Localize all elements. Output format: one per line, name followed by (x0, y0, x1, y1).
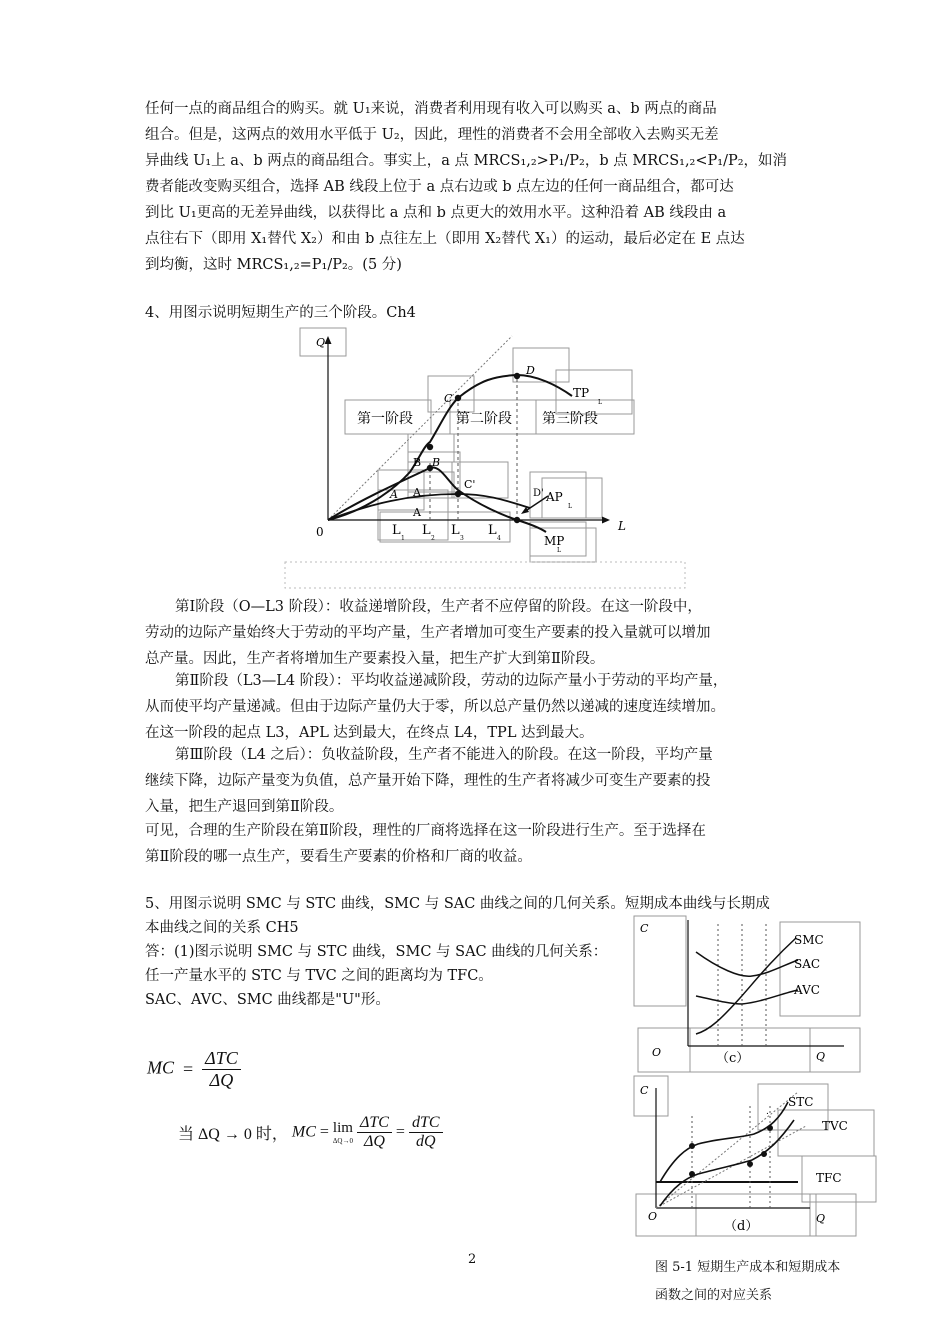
paragraph-consumer-equilibrium (145, 96, 805, 278)
paragraph-conclusion (145, 818, 805, 870)
stc-label: STC (788, 1095, 814, 1109)
mp-label-sub: L (557, 547, 561, 554)
y-axis-arrow (325, 336, 332, 344)
tvc-label: TVC (822, 1119, 848, 1133)
ap-label-sub: L (568, 503, 572, 510)
paragraph-stage-1 (145, 594, 805, 672)
label-box (690, 1028, 810, 1072)
figure-caption (655, 1254, 885, 1310)
tick-l4: L (488, 523, 497, 538)
tp-label-sub: L (598, 399, 602, 406)
label-box (513, 348, 569, 382)
text-line: 任一产量水平的 STC 与 TVC 之间的距离均为 TFC。 (145, 968, 493, 984)
text-line: 任何一点的商品组合的购买。就 U₁来说，消费者利用现有收入可以购买 a、b 两点的商品 (145, 101, 717, 117)
paragraph-stage-3 (145, 742, 805, 820)
point (689, 1143, 695, 1149)
text-line: 本曲线之间的关系 CH5 (145, 920, 299, 936)
point-d-mp (514, 517, 520, 523)
text-line: 入量，把生产退回到第Ⅱ阶段。 (145, 799, 344, 815)
text-line: 到比 U₁更高的无差异曲线，以获得比 a 点和 b 点更大的效用水平。这种沿着 AB 线段由 a (145, 205, 727, 221)
origin-label: O (652, 1046, 662, 1059)
formula-prefix: 当 ΔQ → 0 时， (178, 1126, 288, 1143)
tfc-label: TFC (816, 1171, 842, 1185)
text-line: 总产量。因此，生产者将增加生产要素投入量，把生产扩大到第Ⅱ阶段。 (145, 651, 605, 667)
cost-curves-figure-c (630, 912, 866, 1074)
formula-fraction: $\frac{\text{dTC}}{dQ}$ (409, 1114, 443, 1151)
point-label-a2: A (413, 506, 421, 519)
label-box (778, 1110, 874, 1156)
point (761, 1151, 767, 1157)
point-label-a: A (390, 488, 398, 501)
text-line: 组合。但是，这两点的效用水平低于 U₂，因此，理性的消费者不会用全部收入去购买无差 (145, 127, 719, 143)
point-label-b: B (432, 456, 441, 469)
tick-l3: L (451, 523, 460, 538)
stage-3-label: 第三阶段 (542, 411, 598, 427)
point-label-c: C (444, 392, 453, 405)
point-label-d-prime: D' (533, 488, 544, 499)
text-line: 第Ⅱ阶段（L3—L4 阶段）：平均收益递减阶段，劳动的边际产量小于劳动的平均产量， (175, 673, 728, 689)
mp-curve (328, 467, 546, 532)
question-4-title: 4、用图示说明短期生产的三个阶段。Ch4 (145, 305, 416, 321)
ray (656, 1092, 798, 1208)
tick-l1-sub: 1 (401, 535, 405, 542)
dot-mark: . (766, 1107, 769, 1117)
text-line: 答：(1)图示说明 SMC 与 STC 曲线，SMC 与 SAC 曲线的几何关系： (145, 944, 608, 960)
caption-line: 图 5-1 短期生产成本和短期成本 (655, 1260, 841, 1275)
point-c-ap (455, 491, 461, 497)
text-line: 在这一阶段的起点 L3，APL 达到最大，在终点 L4，TPL 达到最大。 (145, 725, 594, 741)
x-axis-arrow (602, 517, 610, 524)
text-line: 费者能改变购买组合，选择 AB 线段上位于 a 点右边或 b 点左边的任何一商品组合，都可达 (145, 179, 734, 195)
tick-l3-sub: 3 (460, 535, 464, 542)
text-line: 异曲线 U₁上 a、b 两点的商品组合。事实上，a 点 MRCS₁,₂>P₁/P₂，b 点 MRCS₁,₂<P₁/P₂，如消 (145, 153, 788, 169)
text-line: 到均衡，这时 MRCS₁,₂=P₁/P₂。(5 分) (145, 257, 402, 273)
tick-l2: L (422, 523, 431, 538)
answer-text (145, 940, 625, 1012)
cost-curves-figure-d (630, 1074, 878, 1240)
axis-label-c: C (640, 1084, 649, 1097)
axis-label-l: L (618, 519, 626, 533)
text-line: 从而使平均产量递减。但由于边际产量仍大于零，所以总产量仍然以递减的速度连续增加。 (145, 699, 725, 715)
point-label-c-prime: C' (464, 478, 476, 491)
formula-fraction: $\frac{\text{ΔTC}}{\Delta Q}$ (202, 1048, 241, 1091)
axis-label-q: Q (816, 1212, 826, 1225)
paragraph-stage-2 (145, 668, 805, 746)
text-line: SAC、AVC、SMC 曲线都是"U"形。 (145, 992, 390, 1008)
limit-operator: lim ΔQ→0 (332, 1120, 353, 1145)
sac-label: SAC (794, 957, 821, 971)
production-stages-figure (280, 322, 690, 590)
formula-lhs: MC (147, 1057, 174, 1078)
formula-lhs: MC (291, 1123, 316, 1141)
point-label-b-box: B (413, 456, 422, 469)
formula-fraction: $\frac{\text{ΔTC}}{\Delta Q}$ (357, 1114, 392, 1151)
tick-l1: L (392, 523, 401, 538)
point-d-tp (514, 373, 520, 379)
text-line: 第Ⅰ阶段（O—L3 阶段）：收益递增阶段，生产者不应停留的阶段。在这一阶段中， (175, 599, 702, 615)
text-line: 5、用图示说明 SMC 与 STC 曲线，SMC 与 SAC 曲线之间的几何关系。短期成本曲线与长期成 (145, 896, 770, 912)
point (767, 1125, 773, 1131)
axis-label-q: Q (816, 1050, 826, 1063)
label-box (638, 1028, 690, 1072)
smc-curve (696, 938, 796, 1034)
ap-label: AP (546, 490, 563, 504)
caption-line: 函数之间的对应关系 (655, 1288, 773, 1303)
point-label-a1: A (413, 486, 421, 499)
tick-l4-sub: 4 (497, 535, 501, 542)
origin-label: 0 (316, 525, 324, 539)
formula-mc-limit: 当 ΔQ → 0 时， MC = lim ΔQ→0 $\frac{\text{ΔTC}}{\Delta Q}$ = $\frac{\text{dTC}}{dQ}$ (178, 1114, 443, 1151)
mp-label: MP (544, 534, 565, 548)
point-label-d: D (526, 364, 535, 377)
page-number: 2 (468, 1252, 477, 1267)
point-c-tp (455, 395, 461, 401)
text-line: 点往右下（即用 X₁替代 X₂）和由 b 点往左上（即用 X₂替代 X₁）的运动，最后必定在 E 点达 (145, 231, 745, 247)
smc-label: SMC (794, 933, 824, 947)
text-line: 第Ⅲ阶段（L4 之后）：负收益阶段，生产者不能进入的阶段。在这一阶段，平均产量 (175, 747, 713, 763)
formula-mc-definition: MC = $\frac{\text{ΔTC}}{\Delta Q}$ (147, 1048, 241, 1091)
sac-curve (696, 952, 798, 976)
avc-label: AVC (794, 983, 820, 997)
text-line: 劳动的边际产量始终大于劳动的平均产量，生产者增加可变生产要素的投入量就可以增加 (145, 625, 711, 641)
stage-2-label: 第二阶段 (456, 411, 512, 427)
figure-label-c: （c） (716, 1051, 750, 1066)
text-line: 继续下降，边际产量变为负值，总产量开始下降，理性的生产者将减少可变生产要素的投 (145, 773, 711, 789)
axis-label-q: Q (316, 336, 326, 349)
axis-label-c: C (640, 922, 649, 935)
tp-label: TP (573, 386, 590, 400)
origin-label: O (648, 1210, 658, 1223)
text-line: 可见，合理的生产阶段在第Ⅱ阶段，理性的厂商将选择在这一阶段进行生产。至于选择在 (145, 823, 706, 839)
figure-label-d: （d） (724, 1219, 759, 1234)
figure-frame (285, 562, 685, 588)
tvc-curve (660, 1120, 794, 1206)
avc-curve (696, 990, 798, 1004)
point-b-tp (427, 444, 433, 450)
point (689, 1171, 695, 1177)
stage-1-label: 第一阶段 (357, 411, 413, 427)
point (747, 1161, 753, 1167)
text-line: 第Ⅱ阶段的哪一点生产，要看生产要素的价格和厂商的收益。 (145, 849, 532, 865)
tick-l2-sub: 2 (431, 535, 435, 542)
